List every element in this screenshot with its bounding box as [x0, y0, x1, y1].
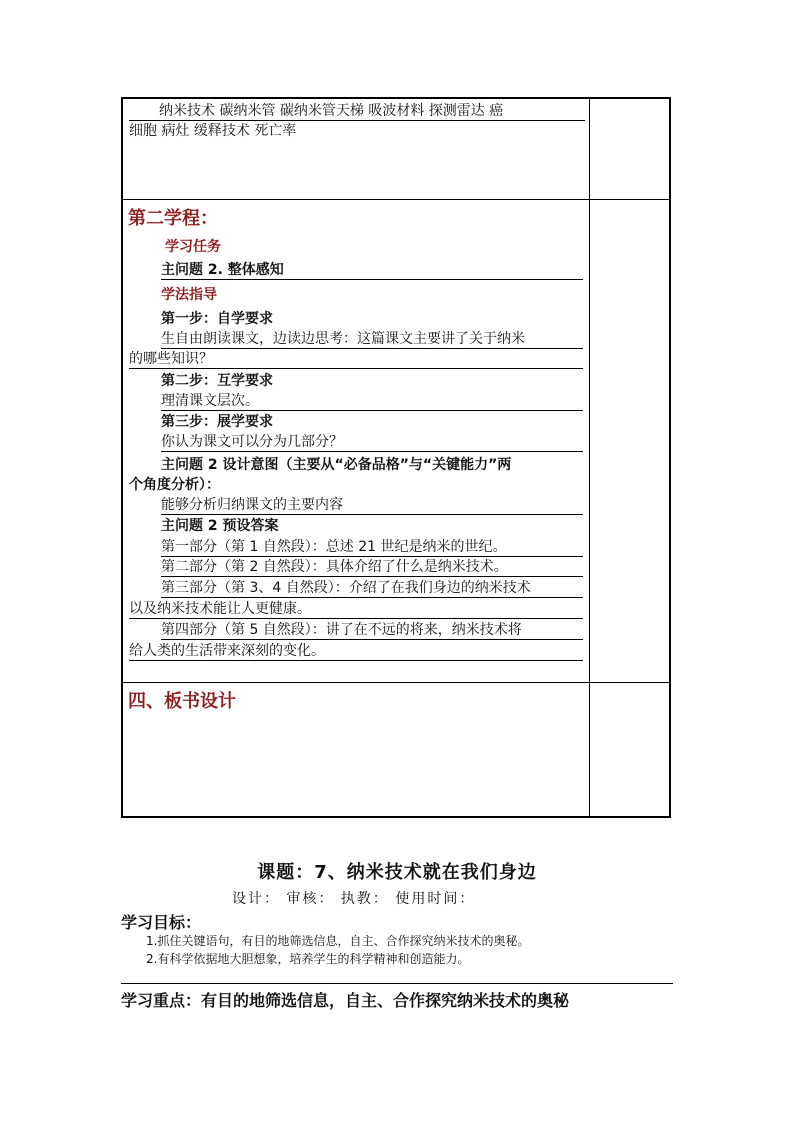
table-row-second-stage [121, 199, 671, 683]
answer-part-4a: 第四部分（第 5 自然段）：讲了在不远的将来，纳米技术将 [161, 621, 583, 640]
method-label: 学法指导 [161, 287, 217, 303]
side-cell [590, 99, 669, 199]
vocab-line-2: 细胞 病灶 缓释技术 死亡率 [129, 123, 297, 139]
lesson-title: 课题：7、纳米技术就在我们身边 [257, 862, 537, 883]
step2-label: 第二步：互学要求 [161, 373, 273, 389]
answer-part-3b: 以及纳米技术能让人更健康。 [129, 600, 583, 619]
question-title: 主问题 2. 整体感知 [161, 261, 583, 280]
objectives-label: 学习目标： [121, 913, 202, 932]
side-cell [590, 200, 669, 682]
objective-item: 1.抓住关键语句，有目的地筛选信息，自主、合作探究纳米技术的奥秘。 [146, 934, 530, 948]
answer-label: 主问题 2 预设答案 [161, 518, 279, 534]
main-cell [123, 683, 590, 816]
step3-label: 第三步：展学要求 [161, 414, 273, 430]
learning-focus: 学习重点：有目的地筛选信息，自主、合作探究纳米技术的奥秘 [121, 991, 570, 1010]
table-row-board-design [121, 682, 671, 818]
main-cell [123, 99, 590, 199]
lesson-plan-table [121, 97, 673, 818]
divider [121, 983, 673, 984]
step1-text-b: 的哪些知识？ [129, 350, 583, 369]
intent-line-a: 主问题 2 设计意图（主要从“必备品格”与“关键能力”两 [161, 457, 512, 473]
step2-text: 理清课文层次。 [161, 392, 583, 411]
answer-part-3a: 第三部分（第 3、4 自然段）：介绍了在我们身边的纳米技术 [161, 579, 583, 598]
answer-part-2: 第二部分（第 2 自然段）：具体介绍了什么是纳米技术。 [161, 558, 583, 577]
main-cell [123, 200, 590, 682]
step1-text-a: 生自由朗读课文，边读边思考：这篇课文主要讲了关于纳米 [161, 330, 583, 349]
board-design-heading: 四、板书设计 [128, 691, 236, 712]
answer-part-4b: 给人类的生活带来深刻的变化。 [129, 642, 583, 661]
table-row-vocabulary [121, 97, 671, 200]
intent-line-b: 个角度分析）： [129, 477, 220, 493]
side-cell [590, 683, 669, 816]
lesson-meta: 设计： 审核： 执教： 使用时间： [232, 891, 476, 907]
section-heading: 第二学程： [128, 208, 218, 229]
vocab-line-1: 纳米技术 碳纳米管 碳纳米管天梯 吸波材料 探测雷达 癌 [129, 102, 585, 121]
step1-label: 第一步：自学要求 [161, 311, 273, 327]
intent-text: 能够分析归纳课文的主要内容 [161, 496, 583, 515]
task-label: 学习任务 [165, 239, 221, 255]
answer-part-1: 第一部分（第 1 自然段）：总述 21 世纪是纳米的世纪。 [161, 538, 583, 557]
step3-text: 你认为课文可以分为几部分？ [161, 433, 583, 452]
objective-item: 2.有科学依据地大胆想象，培养学生的科学精神和创造能力。 [146, 952, 470, 966]
